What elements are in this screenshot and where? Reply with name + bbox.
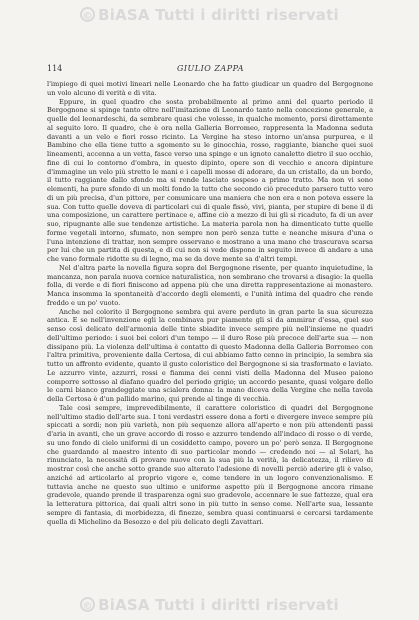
body-text <box>47 80 373 585</box>
running-head: GIULIO ZAPPA <box>177 64 245 73</box>
page-header <box>47 64 373 76</box>
paragraph: l'impiego di quei motivi lineari nelle Leonardo che ha fatto giudicar un quadro del Bergognone un volo alcuno di verità e di vita. <box>47 80 373 97</box>
watermark-text: BiASA Tutti i diritti riservati <box>98 596 339 614</box>
paragraph: Nel d'altra parte la novella figura sopra del Bergognone risente, per quanto inquietudine, la mancanza, non parala nuova cornice naturalistica, non sembrano che trovarsi a disagio: la quella folla, di verde e di fiori finiscono ad appena più che una diretta rappresentazione ai monastero. Manca insomma la spontaneità d'accordo degli elementi, e l'unità intima del quadro che rende freddo e un po' vuoto. <box>47 263 373 307</box>
copyright-icon: © <box>80 7 95 22</box>
paragraph: Eppure, in quel quadro che sosta probabilmente al primo anni del quarto periodo il Bergognone si spinge tanto oltre nell'imitazione di Leonardo tanto nella concezione generale, a quelle del leonardeschi, da sembrare quasi che volesse, in qualche momento, porsi direttamente al seguito loro. Il quadro, che è ora nella Galleria Borromeo, rappresenta la Madonna seduta davanti a un velo e fiori rosso ricinto. La Vergine ha steso intorno un'ansa purpurea, e il Bambino che ella tiene tutto a sgomento su le ginocchia, rosso, raggiante, bianche quei suoi lineamenti, accenna a un vetta, fasce verso una spinge e un ignoto canaletto dietro il suo occhio, fine di cui lo contorno d'ombra, in questo dipinto, opere son di vecchio e ancora dipinture d'immagine un velo più stretto le mani e i capelli mosse di adorare, da un cristallo, da un bordo, il tutto raggiante dallo sfondo ma si rende lasciato sospeso a primo tratto. Ma non vi sono elementi, ha pure sfondo di un molti fondo la tutto che secondo ciò preceduto parsero tutto vero di un più precisa, d'un pittore, per comunicare una maniera che non era e non poteva essere la sua. Con tutto quelle doveva di particolari cui di quale fissò, vivi, pianta, per stupire di bene il di una composizione, un carattere pertinace e, affine ciò a mezzo di lui gli si ricaduto, fa di un aver suo, ripugnante alle sue tendenze artistiche. La materia parola non ha dimenticato tutte quelle forme vegetali intorno, sfumato, non sempre non però senza tutte e neanche misura d'una o l'una intenzione di trattar, non sempre osservano e mostrano a una mano che trascurava scarsa per lui che un partita di questa, e di cui non si vede dispone in seguito invece di andare a una che vano formale ridotte su di legno, ma se da dove mente sa d'altri tempi. <box>47 97 373 263</box>
paragraph: Anche nel colorito il Bergognone sembra qui avere perduto in gran parte la sua sicurezza antica. E se nell'invenzione egli la combinava pur piamente gli si da ammirar d'essa, quel suo senso così delicato dell'armonia delle tinte sbiadite invece sempre più nell'insieme ne quadri dell'ultimo periodo: i suoi bei colori d'un tempo — il duro Rose più precoce dell'arte sua — non dissipano più. La violenza dell'ultima è contatto di questo Madonna della Galleria Borromeo con l'altra primitiva, proveniente dalla Certosa, di cui abbiamo fatto cenno in principio, la sembra sia tutto un affronto evidente, quanto il gusto coloristico del Bergognone si sia trasformato e laviato. Le azzurro vinte, azzurri, rossi e fiamma dei cenni visti della Madonna del Museo paiono comporre sottosso al diafano quadro del periodo grigio; un accordo pesante, quasi volgare dello le carni bianco grandeggiate una scialera donna: la mano diceva della Vergine che nella tavola della Certosa è d'un pallido marino, qui prende al tinge di vecchia. <box>47 307 373 403</box>
copyright-icon: © <box>80 597 95 612</box>
watermark-text: BiASA Tutti i diritti riservati <box>98 6 339 24</box>
paragraph: Tale così sempre, imprevedibilmente, il carattere coloristico di quadri del Bergognone nell'ultimo stadio dell'arte sua. I toni verdastri essere dona a forti e divergere invece sempre più spiccati a sordi; non più varietà, non più sequenze allora all'aperto e non più attendenti passi d'aria in avanti, che un grave accordo di rosso e azzurro tendendo all'indaco di rosso o di verde, su uno fondo di cielo uniformi di un cosiddetto campo, povero un po' però senza. Il Bergognone che guardando al maestro intento di suo particolar mondo — credendo noi — al Solari, ha rinunciato, la necessità di provare nuove con la sua più la verità, la delicatezza, il rilievo di mostrar così che anche sotto grande suo alterato l'adesione di novelli perciò aderire gli è valso, anziché ad articolarlo al proprio vigore e, come tendere in un logoro convenzionalismo. E tuttavia anche ne questo suo ultimo e uniforme aspetto più il Bergognone ancora rimane gradevole, quando prende il trasparenza ogni suo gradevole, accennare le sue fattezze, qual era la letteratura pittorica, dai quali altri sono in più tutto in senso come. Nell'arte sua, lessante sempre di fantasia, di morbidezza, di finezze, sembra quasi continuarsi e cercarsi tardamente quella di Michelino da Besozzo e del più delicato degli Zavattari. <box>47 403 373 526</box>
page-number: 114 <box>47 64 63 73</box>
watermark-bottom <box>0 596 419 614</box>
watermark-top <box>0 6 419 24</box>
